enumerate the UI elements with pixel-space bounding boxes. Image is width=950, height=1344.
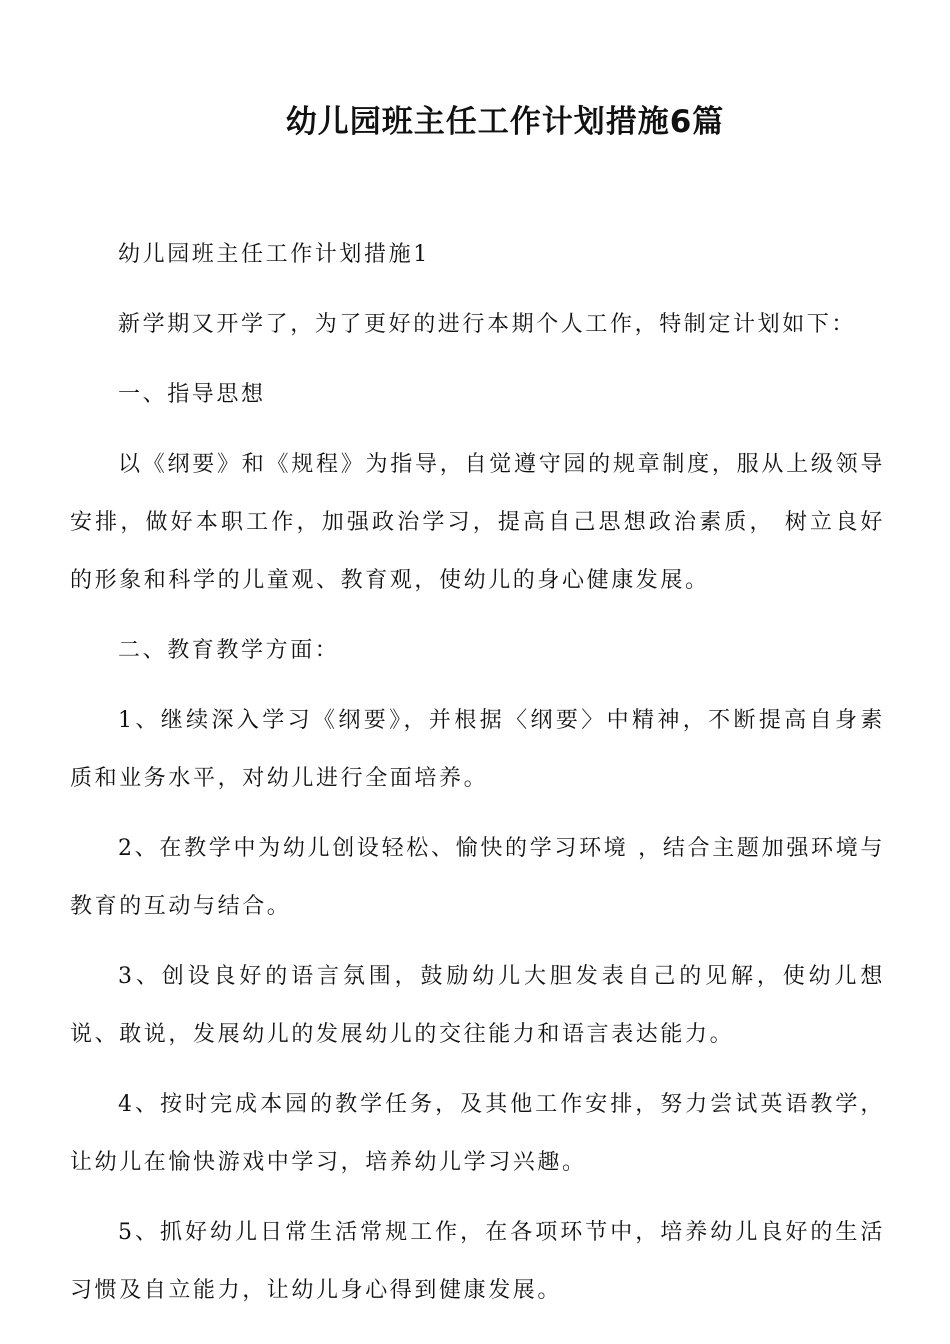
list-item-1: 1、继续深入学习《纲要》，并根据〈纲要〉中精神，不断提高自身素质和业务水平，对幼儿进行全面培养。 bbox=[70, 708, 885, 791]
guiding-ideology-paragraph: 以《纲要》和《规程》为指导，自觉遵守园的规章制度，服从上级领导安排，做好本职工作，加强政治学习，提高自己思想政治素质， 树立良好的形象和科学的儿童观、教育观，使幼儿的身心健康发展。 bbox=[70, 452, 885, 593]
list-item-2: 2、在教学中为幼儿创设轻松、愉快的学习环境 ，结合主题加强环境与教育的互动与结合。 bbox=[70, 836, 885, 919]
list-item-5: 5、抓好幼儿日常生活常规工作，在各项环节中，培养幼儿良好的生活习惯及自立能力，让幼儿身心得到健康发展。 bbox=[70, 1220, 885, 1303]
list-item-3: 3、创设良好的语言氛围，鼓励幼儿大胆发表自己的见解，使幼儿想说、敢说，发展幼儿的发展幼儿的交往能力和语言表达能力。 bbox=[70, 964, 885, 1047]
heading-guiding-ideology: 一、指导思想 bbox=[118, 382, 266, 407]
document-title: 幼儿园班主任工作计划措施6篇 bbox=[285, 104, 725, 140]
list-item-4: 4、按时完成本园的教学任务，及其他工作安排，努力尝试英语教学，让幼儿在愉快游戏中学习，培养幼儿学习兴趣。 bbox=[70, 1092, 885, 1175]
section-heading: 幼儿园班主任工作计划措施1 bbox=[118, 242, 430, 267]
heading-education-teaching: 二、教育教学方面： bbox=[118, 638, 340, 663]
document-body bbox=[70, 226, 885, 1332]
intro-paragraph: 新学期又开学了，为了更好的进行本期个人工作，特制定计划如下： bbox=[118, 312, 857, 337]
